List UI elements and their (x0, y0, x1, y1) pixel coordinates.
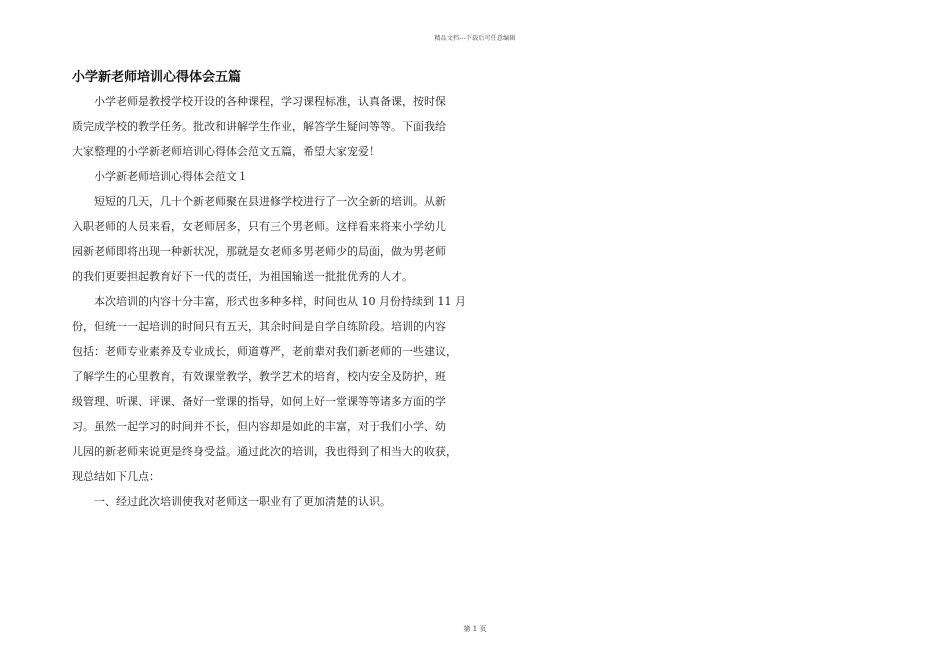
text-line: 包括：老师专业素养及专业成长，师道尊严，老前辈对我们新老师的一些建议， (72, 345, 457, 358)
text-line: 了解学生的心里教育，有效课堂教学，教学艺术的培育，校内安全及防护，班 (72, 370, 446, 383)
text-line: 一、经过此次培训使我对老师这一职业有了更加清楚的认识。 (94, 495, 391, 508)
document-title: 小学新老师培训心得体会五篇 (72, 70, 242, 85)
text-line: 园新老师即将出现一种新状况，那就是女老师多男老师少的局面，做为男老师 (72, 245, 446, 258)
text-line: 小学老师是教授学校开设的各种课程，学习课程标准，认真备课，按时保 (94, 95, 446, 108)
text-line: 质完成学校的教学任务。批改和讲解学生作业，解答学生疑问等等。下面我给 (72, 120, 446, 133)
paragraph-body (72, 289, 472, 489)
page-header: 精品文档---下载后可任意编辑 (434, 35, 516, 42)
section-heading (72, 164, 472, 189)
text-line: 习。虽然一起学习的时间并不长，但内容却是如此的丰富，对于我们小学、幼 (72, 420, 446, 433)
text-line: 短短的几天，几十个新老师聚在县进修学校进行了一次全新的培训。从新 (94, 195, 446, 208)
text-line: 份，但统一一起培训的时间只有五天，其余时间是自学自练阶段。培训的内容 (72, 320, 446, 333)
text-line: 的我们更要担起教育好下一代的责任，为祖国输送一批批优秀的人才。 (72, 270, 413, 283)
text-line: 入职老师的人员来看，女老师居多，只有三个男老师。这样看来将来小学幼儿 (72, 220, 446, 233)
paragraph-point (72, 489, 472, 514)
text-line: 小学新老师培训心得体会范文１ (94, 170, 248, 183)
page-number: 第 1 页 (463, 625, 487, 633)
text-line: 儿园的新老师来说更是终身受益。通过此次的培训，我也得到了相当大的收获， (72, 445, 457, 458)
text-line: 现总结如下几点： (72, 470, 160, 483)
text-line: 大家整理的小学新老师培训心得体会范文五篇，希望大家宠爱！ (72, 145, 380, 158)
text-line: 级管理、听课、评课、备好一堂课的指导，如何上好一堂课等等诸多方面的学 (72, 395, 446, 408)
paragraph-intro (72, 89, 472, 164)
paragraph-body (72, 189, 472, 289)
text-line: 本次培训的内容十分丰富，形式也多种多样，时间也从 10 月份持续到 11 月 (94, 295, 466, 308)
